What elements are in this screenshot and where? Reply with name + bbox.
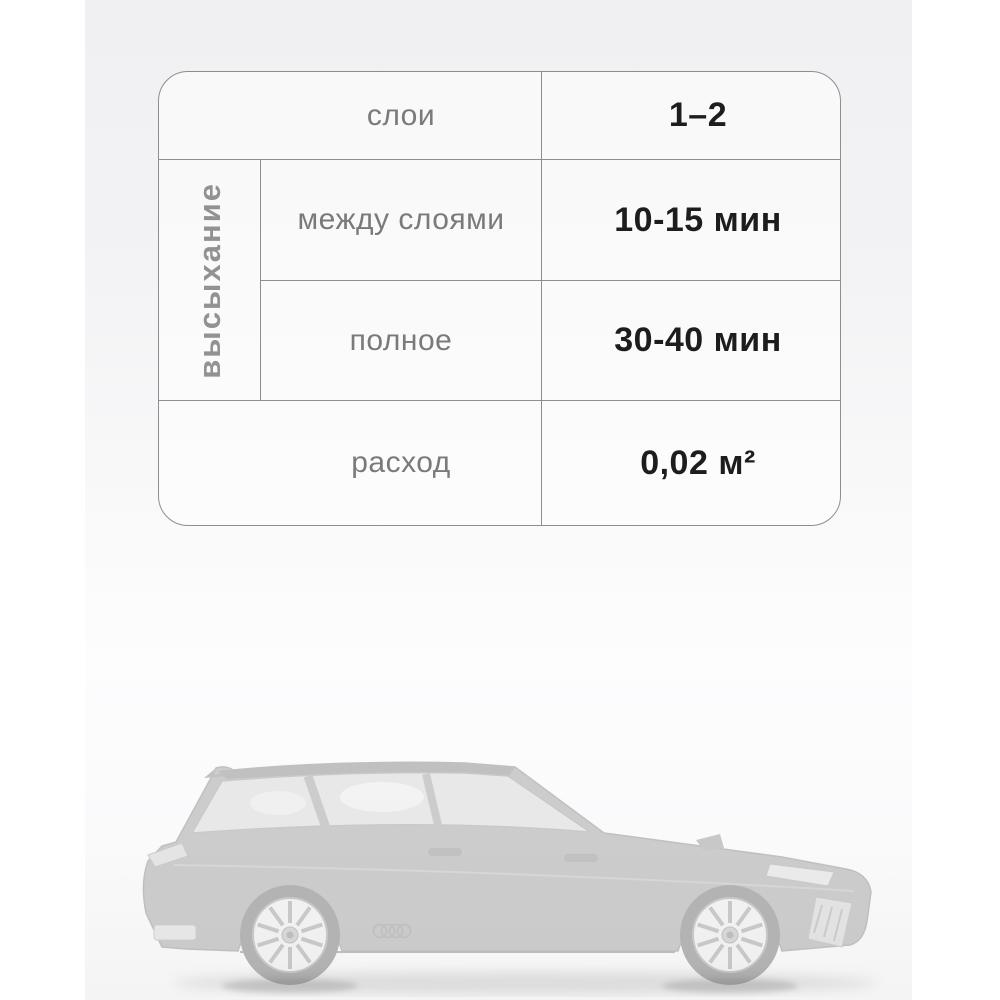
glass-reflection <box>340 782 424 812</box>
between-layers-value: 10-15 мин <box>541 160 840 281</box>
spec-table <box>158 71 841 526</box>
car-body-group <box>143 762 871 985</box>
car-rear-wheel <box>240 885 340 985</box>
consumption-label: расход <box>351 446 451 479</box>
layers-value: 1–2 <box>541 72 840 160</box>
drying-group-cell <box>159 160 261 401</box>
layers-label: слои <box>159 72 541 160</box>
consumption-value: 0,02 м² <box>541 401 840 525</box>
exhaust <box>154 925 196 940</box>
car-front-wheel <box>680 885 780 985</box>
full-drying-value: 30-40 мин <box>541 281 840 401</box>
full-drying-label: полное <box>261 281 541 401</box>
drying-group-label: высыхание <box>191 181 227 379</box>
car-side-photo <box>130 745 890 997</box>
glass-reflection <box>250 791 306 815</box>
rear-door-handle <box>428 848 462 856</box>
front-door-handle <box>564 854 598 862</box>
car-illustration <box>130 745 890 997</box>
between-layers-label: между слоями <box>261 160 541 281</box>
